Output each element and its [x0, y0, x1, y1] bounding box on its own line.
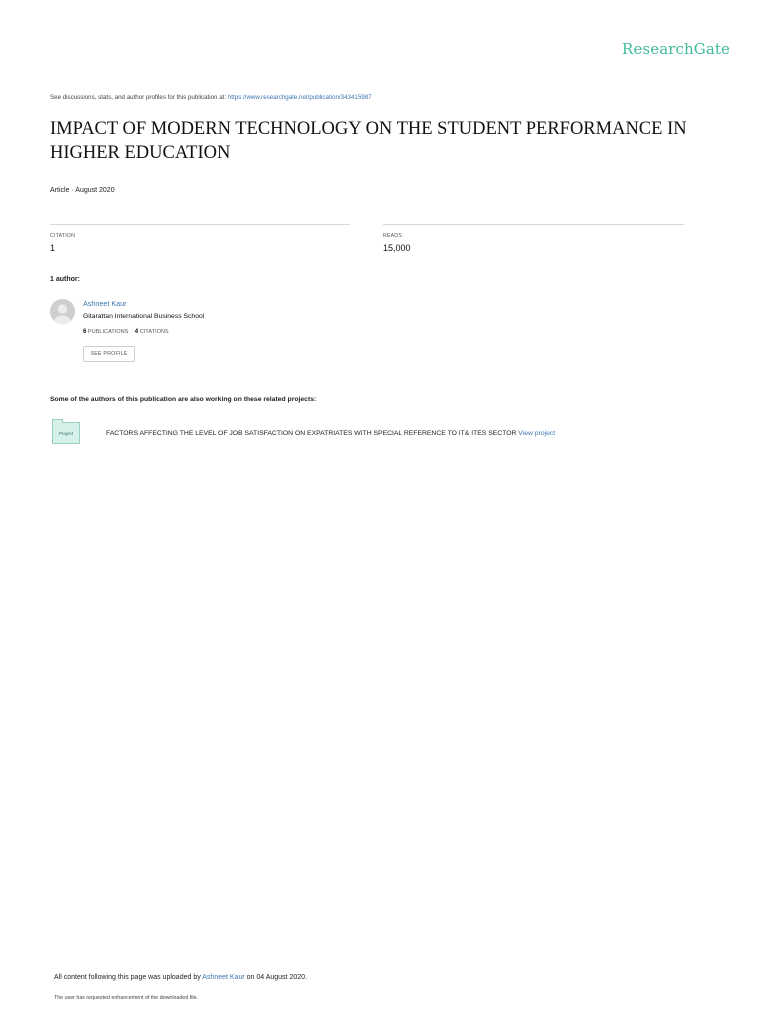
enhancement-note: The user has requested enhancement of the downloaded file. — [54, 995, 198, 1001]
citation-value: 1 — [50, 243, 56, 253]
related-project-item — [106, 430, 555, 437]
citations-count: 4 — [134, 329, 139, 335]
uploader-link[interactable]: Ashneet Kaur — [202, 974, 245, 981]
project-folder-icon — [52, 422, 80, 444]
citation-label: CITATION — [50, 233, 76, 239]
avatar-placeholder-icon — [50, 299, 75, 324]
related-project-title: FACTORS AFFECTING THE LEVEL OF JOB SATISFACTION ON EXPATRIATES WITH SPECIAL REFERENCE TO IT& ITES SECTOR — [106, 430, 517, 437]
divider-left — [50, 224, 350, 225]
reads-value: 15,000 — [383, 243, 411, 253]
publication-url-link[interactable]: https://www.researchgate.net/publication/343415987 — [227, 94, 372, 101]
publication-meta: Article · August 2020 — [50, 187, 115, 194]
authors-count-label: 1 author: — [50, 276, 80, 283]
publication-notice — [50, 94, 372, 101]
related-projects-label: Some of the authors of this publication are also working on these related projects: — [50, 396, 317, 403]
divider-right — [383, 224, 684, 225]
upload-suffix: on 04 August 2020. — [244, 974, 307, 981]
folder-tab — [52, 419, 63, 423]
publications-count: 6 — [83, 329, 87, 335]
view-project-link[interactable]: View project — [518, 430, 556, 437]
reads-label: READS — [383, 233, 402, 239]
notice-text: See discussions, stats, and author profiles for this publication at: — [50, 94, 228, 101]
citations-label: CITATIONS — [139, 329, 169, 335]
project-icon-label: Project — [58, 431, 73, 436]
upload-prefix: All content following this page was uploaded by — [54, 974, 203, 981]
publications-label: PUBLICATIONS — [88, 329, 129, 335]
researchgate-logo[interactable]: ResearchGate — [622, 40, 730, 58]
upload-notice — [54, 974, 307, 981]
see-profile-button[interactable]: SEE PROFILE — [83, 346, 135, 362]
author-stats — [83, 329, 169, 335]
publication-title: IMPACT OF MODERN TECHNOLOGY ON THE STUDENT PERFORMANCE IN HIGHER EDUCATION — [50, 119, 687, 163]
author-avatar[interactable] — [50, 299, 75, 324]
author-institution: Gitarattan International Business School — [83, 313, 205, 320]
author-name-link[interactable]: Ashneet Kaur — [83, 299, 127, 308]
